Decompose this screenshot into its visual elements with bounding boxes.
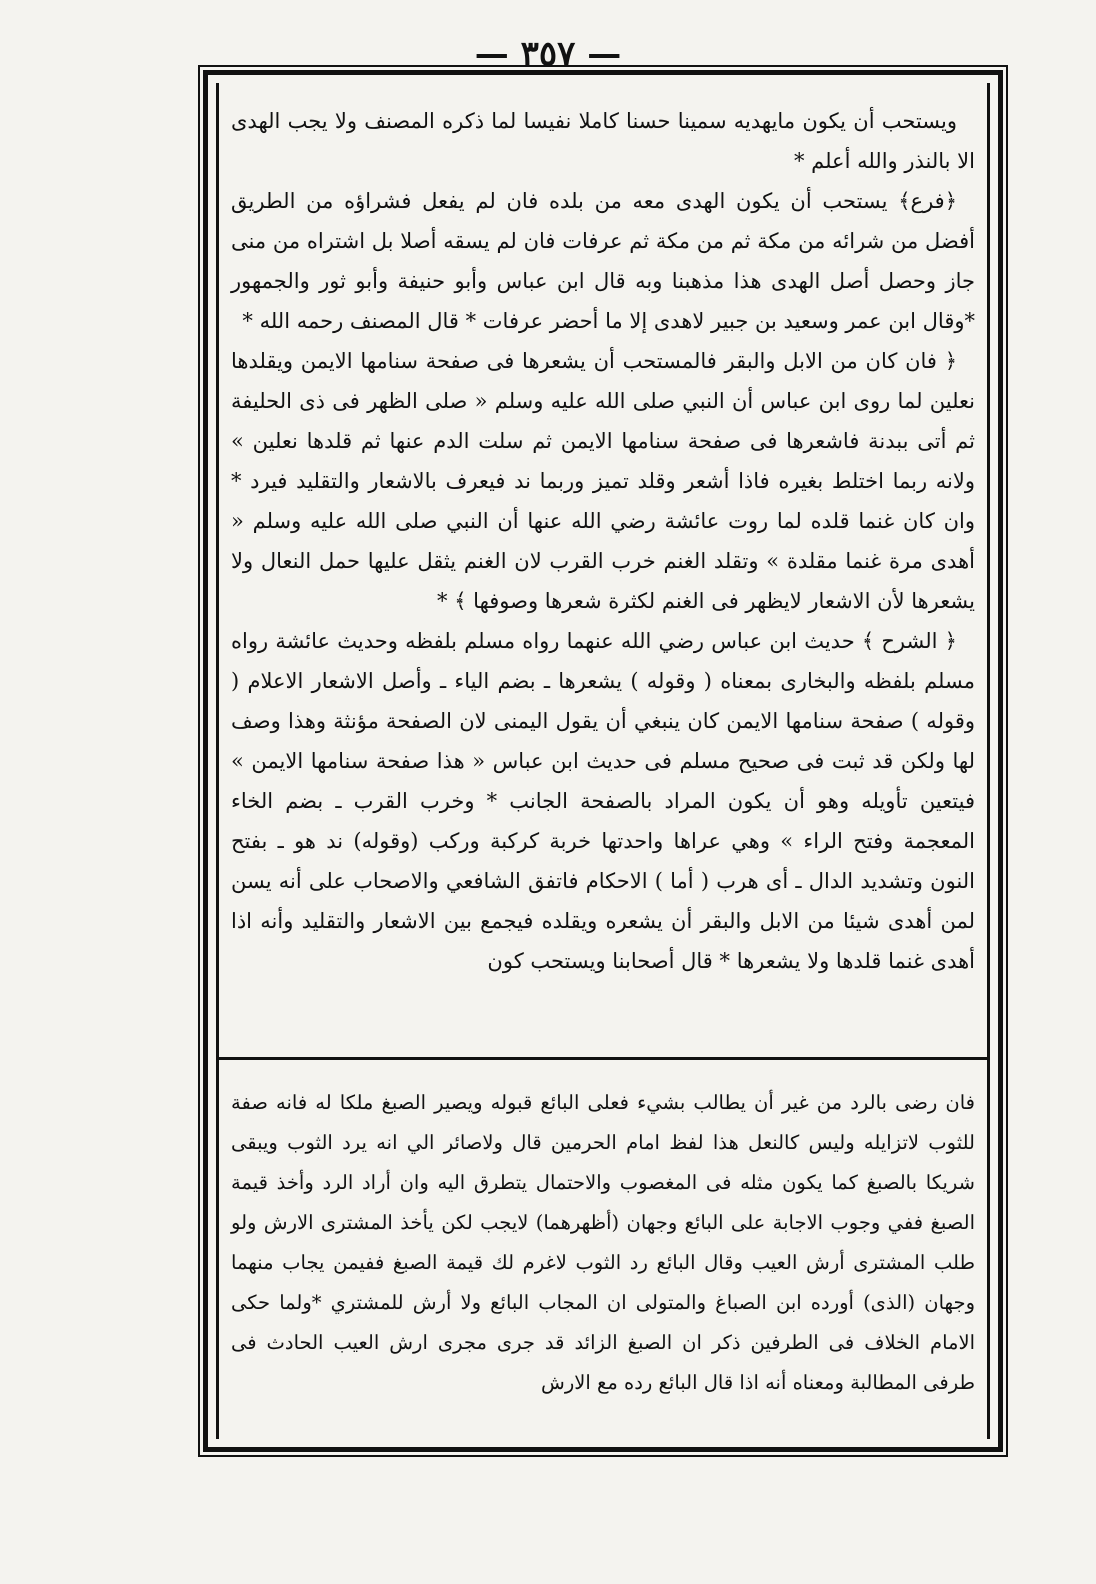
page-frame-inner (216, 83, 990, 1439)
main-paragraph: ويستحب أن يكون مايهديه سمينا حسنا كاملا نفيسا لما ذكره المصنف ولا يجب الهدى الا بالنذر والله أعلم * (231, 109, 975, 173)
page-frame (203, 70, 1003, 1452)
footnote-text (231, 1083, 975, 1413)
main-paragraph: ﴿ فان كان من الابل والبقر فالمستحب أن يشعرها فى صفحة سنامها الايمن ويقلدها نعلين لما روى ابن عباس أن النبي صلى الله عليه وسلم « صلى الظهر فى ذى الحليفة ثم أتى ببدنة فاشعرها فى صفحة سنامها الايمن ثم سلت الدم عنها ثم قلدها نعلين » ولانه ربما اختلط بغيره فاذا أشعر وقلد تميز وربما ند فيعرف بالاشعار والتقليد فيرد * وان كان غنما قلده لما روت عائشة رضي الله عنها أن النبي صلى الله عليه وسلم « أهدى مرة غنما مقلدة » وتقلد الغنم خرب القرب لان الغنم يثقل عليها حمل النعال ولا يشعرها لأن الاشعار لايظهر فى الغنم لكثرة شعرها وصوفها ﴾ * (231, 349, 975, 613)
main-paragraph: ﴿ الشرح ﴾ حديث ابن عباس رضي الله عنهما رواه مسلم بلفظه وحديث عائشة رواه مسلم بلفظه والبخارى بمعناه ( وقوله ) يشعرها ـ بضم الياء ـ وأصل الاشعار الاعلام ( وقوله ) صفحة سنامها الايمن كان ينبغي أن يقول اليمنى لان الصفحة مؤنثة وهذا وصف لها ولكن قد ثبت فى صحيح مسلم فى حديث ابن عباس « هذا صفحة سنامها الايمن » فيتعين تأويله وهو أن يكون المراد بالصفحة الجانب * وخرب القرب ـ بضم الخاء المعجمة وفتح الراء » وهي عراها واحدتها خربة كركبة وركب (وقوله) ند هو ـ بفتح النون وتشديد الدال ـ أى هرب ( أما ) الاحكام فاتفق الشافعي والاصحاب على أنه يسن لمن أهدى شيئا من الابل والبقر أن يشعره ويقلده فيجمع بين الاشعار والتقليد وأنه اذا أهدى غنما قلدها ولا يشعرها * قال أصحابنا ويستحب كون (231, 629, 975, 973)
page-number: — ٣٥٧ — (474, 34, 622, 74)
main-paragraph: ﴿فرع﴾ يستحب أن يكون الهدى معه من بلده فان لم يفعل فشراؤه من الطريق أفضل من شرائه من مكة ثم من مكة ثم عرفات فان لم يسقه أصلا بل اشتراه من منى جاز وحصل أصل الهدى هذا مذهبنا وبه قال ابن عباس وأبو حنيفة وأبو ثور والجمهور *وقال ابن عمر وسعيد بن جبير لاهدى إلا ما أحضر عرفات * قال المصنف رحمه الله * (231, 189, 975, 333)
footnote-paragraph: فان رضى بالرد من غير أن يطالب بشيء فعلى البائع قبوله ويصير الصبغ ملكا له فانه صفة للثوب لاتزايله وليس كالنعل هذا لفظ امام الحرمين قال ولاصائر الي انه يرد الثوب ويبقى شريكا بالصبغ كما يكون مثله فى المغصوب والاحتمال يتطرق اليه وان أراد الرد وأخذ قيمة الصبغ ففي وجوب الاجابة على البائع وجهان (أظهرهما) لايجب لكن يأخذ المشترى الارش ولو طلب المشترى أرش العيب وقال البائع رد الثوب لاغرم لك قيمة الصبغ ففيمن يجاب منهما وجهان (الذى) أورده ابن الصباغ والمتولى ان المجاب البائع ولا أرش للمشتري *ولما حكى الامام الخلاف فى الطرفين ذكر ان الصبغ الزائد قد جرى مجرى ارش العيب الحادث فى طرفى المطالبة ومعناه أنه اذا قال البائع رده مع الارش (231, 1091, 975, 1394)
main-text (231, 101, 975, 1053)
footnote-divider (219, 1057, 987, 1060)
